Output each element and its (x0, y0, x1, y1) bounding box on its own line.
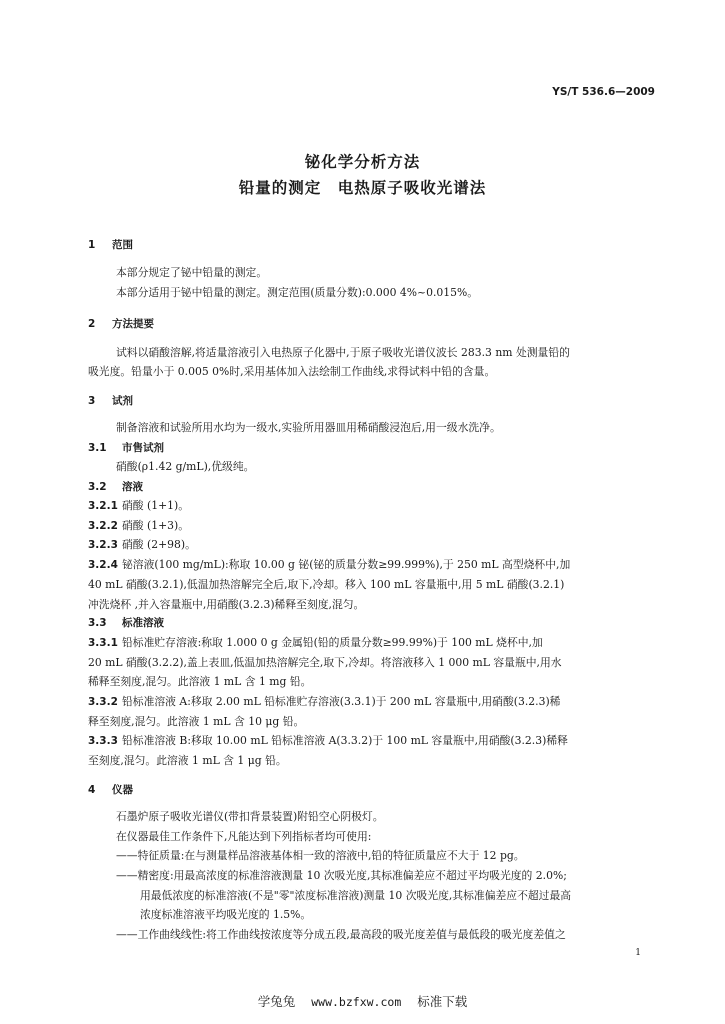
section-3-3-3-line-2: 至刻度,混匀。此溶液 1 mL 含 1 μg 铅。 (88, 754, 287, 767)
section-3-3-heading: 3.3 标准溶液 (88, 617, 164, 629)
section-3-2-1: 3.2.1 硝酸 (1+1)。 (88, 499, 190, 512)
section-4-dash-2-line-3: 浓度标准溶液平均吸光度的 1.5%。 (140, 908, 312, 921)
section-3-heading: 3 试剂 (88, 395, 133, 407)
standard-number: YS/T 536.6—2009 (552, 86, 655, 98)
section-4-heading: 4 仪器 (88, 784, 133, 796)
section-4-dash-3: ——工作曲线线性:将工作曲线按浓度等分成五段,最高段的吸光度差值与最低段的吸光度差值之 (116, 928, 566, 941)
section-2-heading: 2 方法提要 (88, 318, 154, 330)
section-1-para-2: 本部分适用于铋中铅量的测定。测定范围(质量分数):0.000 4%~0.015%。 (116, 286, 479, 299)
section-3-1-heading: 3.1 市售试剂 (88, 442, 164, 454)
footer-site-name: 学兔兔 (257, 994, 296, 1009)
section-3-3-3-line-1: 3.3.3 铅标准溶液 B:移取 10.00 mL 铅标准溶液 A(3.3.2)于 100 mL 容量瓶中,用硝酸(3.2.3)稀释 (88, 734, 568, 747)
footer-url[interactable]: www.bzfxw.com (311, 995, 402, 1009)
section-4-para-1: 石墨炉原子吸收光谱仪(带扣背景装置)附铅空心阴极灯。 (116, 810, 384, 823)
section-3-3-1-line-2: 20 mL 硝酸(3.2.2),盖上表皿,低温加热溶解完全,取下,冷却。将溶液移入 1 000 mL 容量瓶中,用水 (88, 656, 562, 669)
section-1-heading: 1 范围 (88, 239, 133, 251)
section-4-para-2: 在仪器最佳工作条件下,凡能达到下列指标者均可使用: (116, 830, 372, 843)
section-4-dash-2-line-2: 用最低浓度的标准溶液(不是"零"浓度标准溶液)测量 10 次吸光度,其标准偏差应不超过最高 (140, 889, 572, 902)
section-3-3-2-line-1: 3.3.2 铅标准溶液 A:移取 2.00 mL 铅标准贮存溶液(3.3.1)于 200 mL 容量瓶中,用硝酸(3.2.3)稀 (88, 695, 561, 708)
section-3-para-1: 制备溶液和试验所用水均为一级水,实验所用器皿用稀硝酸浸泡后,用一级水洗净。 (116, 421, 501, 434)
section-3-3-1-line-1: 3.3.1 铅标准贮存溶液:称取 1.000 0 g 金属铅(铅的质量分数≥99.99%)于 100 mL 烧杯中,加 (88, 636, 543, 649)
page-number: 1 (635, 948, 641, 958)
section-4-dash-2-line-1: ——精密度:用最高浓度的标准溶液测量 10 次吸光度,其标准偏差应不超过平均吸光度的 2.0%; (116, 869, 567, 882)
section-2-para-line-1: 试料以硝酸溶解,将适量溶液引入电热原子化器中,于原子吸收光谱仪波长 283.3 nm 处测量铅的 (116, 346, 570, 359)
doc-title-line1: 铋化学分析方法 (304, 153, 421, 171)
section-3-2-4-line-1: 3.2.4 铋溶液(100 mg/mL):称取 10.00 g 铋(铋的质量分数≥99.999%),于 250 mL 高型烧杯中,加 (88, 558, 571, 571)
section-4-dash-1: ——特征质量:在与测量样品溶液基体相一致的溶液中,铅的特征质量应不大于 12 pg。 (116, 849, 525, 862)
section-3-1-text: 硝酸(ρ1.42 g/mL),优级纯。 (116, 460, 255, 473)
section-1-para-1: 本部分规定了铋中铅量的测定。 (116, 266, 268, 279)
section-3-2-heading: 3.2 溶液 (88, 481, 143, 493)
section-3-3-2-line-2: 释至刻度,混匀。此溶液 1 mL 含 10 μg 铅。 (88, 715, 305, 728)
section-3-2-4-line-2: 40 mL 硝酸(3.2.1),低温加热溶解完全后,取下,冷却。移入 100 mL 容量瓶中,用 5 mL 硝酸(3.2.1) (88, 578, 565, 591)
footer-label: 标准下载 (417, 994, 468, 1009)
section-3-3-1-line-3: 稀释至刻度,混匀。此溶液 1 mL 含 1 mg 铅。 (88, 675, 312, 688)
section-3-2-2: 3.2.2 硝酸 (1+3)。 (88, 519, 190, 532)
section-3-2-3: 3.2.3 硝酸 (2+98)。 (88, 538, 196, 551)
section-2-para-line-2: 吸光度。铅量小于 0.005 0%时,采用基体加入法绘制工作曲线,求得试料中铅的含量。 (88, 365, 496, 378)
section-3-2-4-line-3: 冲洗烧杯 ,并入容量瓶中,用硝酸(3.2.3)稀释至刻度,混匀。 (88, 598, 365, 611)
footer-watermark (0, 992, 725, 1010)
doc-title-line2: 铅量的测定 电热原子吸收光谱法 (238, 179, 487, 197)
